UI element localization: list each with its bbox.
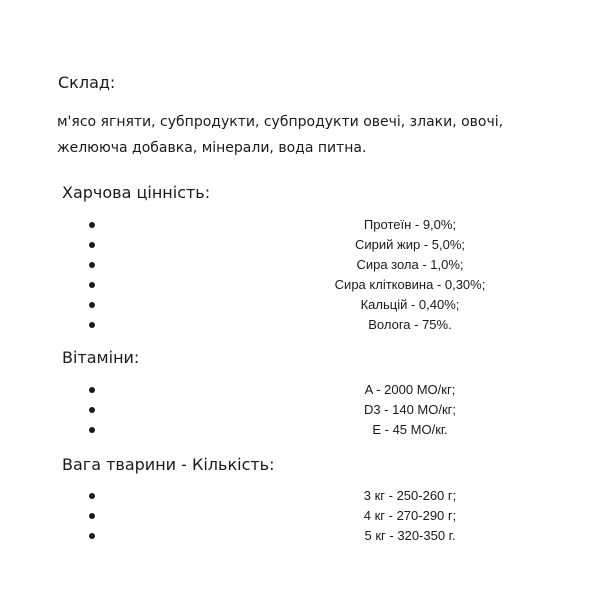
vitamins-list <box>0 380 600 440</box>
list-item <box>0 526 600 546</box>
nutrition-fat: Сирий жир - 5,0%; <box>355 237 465 252</box>
list-item <box>0 486 600 506</box>
bullet-icon <box>89 322 95 328</box>
bullet-icon <box>89 242 95 248</box>
nutrition-calcium: Кальцій - 0,40%; <box>360 297 460 312</box>
list-item <box>0 420 600 440</box>
nutrition-ash: Сира зола - 1,0%; <box>356 257 464 272</box>
nutrition-fiber: Сира клітковина - 0,30%; <box>334 277 486 292</box>
vitamin-a: A - 2000 МО/кг; <box>364 382 456 397</box>
list-item <box>0 380 600 400</box>
feeding-list <box>0 486 600 546</box>
list-item <box>0 235 600 255</box>
bullet-icon <box>89 513 95 519</box>
composition-line-1: м'ясо ягняти, субпродукти, субпродукти овечі, злаки, овочі, <box>57 114 504 130</box>
bullet-icon <box>89 302 95 308</box>
list-item <box>0 215 600 235</box>
bullet-icon <box>89 427 95 433</box>
list-item <box>0 295 600 315</box>
bullet-icon <box>89 387 95 393</box>
composition-line-2: желююча добавка, мінерали, вода питна. <box>57 140 367 156</box>
list-item <box>0 275 600 295</box>
nutrition-protein: Протеїн - 9,0%; <box>363 217 457 232</box>
bullet-icon <box>89 282 95 288</box>
feeding-4kg: 4 кг - 270-290 г; <box>363 508 457 523</box>
nutrition-list <box>0 215 600 335</box>
list-item <box>0 506 600 526</box>
vitamins-heading: Вітаміни: <box>62 348 140 367</box>
list-item <box>0 400 600 420</box>
feeding-3kg: 3 кг - 250-260 г; <box>363 488 457 503</box>
nutrition-moisture: Волога - 75%. <box>368 317 452 332</box>
nutrition-heading: Харчова цінність: <box>62 183 211 202</box>
feeding-heading: Вага тварини - Кількість: <box>62 455 275 474</box>
vitamin-e: E - 45 МО/кг. <box>372 422 448 437</box>
bullet-icon <box>89 222 95 228</box>
bullet-icon <box>89 262 95 268</box>
vitamin-d3: D3 - 140 МО/кг; <box>363 402 457 417</box>
feeding-5kg: 5 кг - 320-350 г. <box>364 528 456 543</box>
bullet-icon <box>89 533 95 539</box>
list-item <box>0 315 600 335</box>
composition-heading: Склад: <box>58 73 116 92</box>
bullet-icon <box>89 493 95 499</box>
bullet-icon <box>89 407 95 413</box>
list-item <box>0 255 600 275</box>
